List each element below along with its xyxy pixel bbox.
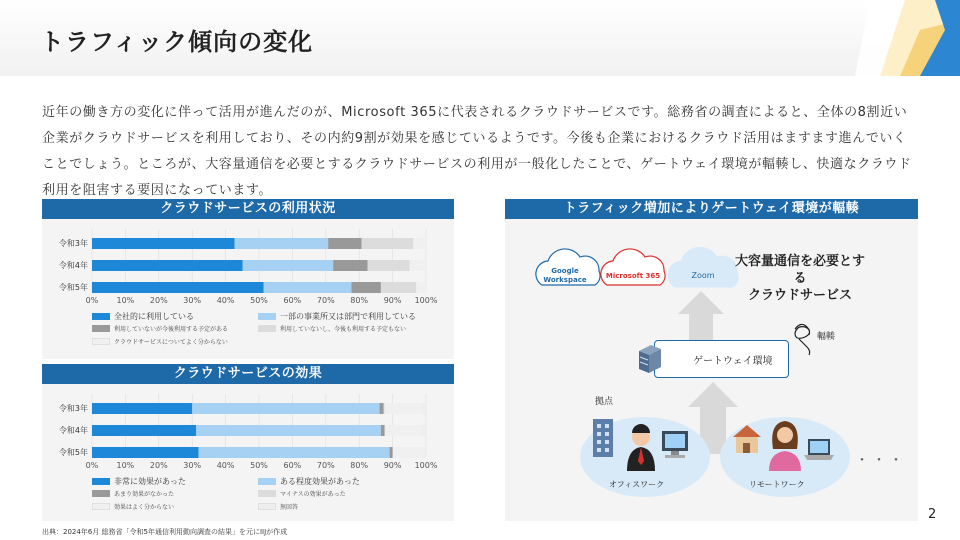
bar-segment — [92, 260, 243, 271]
intro-paragraph: 近年の働き方の変化に伴って活用が進んだのが、Microsoft 365に代表されるクラウドサービスです。総務省の調査によると、全体の8割近い企業がクラウドサービスを利用しており、その内約9割が効果を感じているようです。今後も企業におけるクラウド活用はますます進んでいくことでしょう。ところが、大容量通信を必要とするクラウドサービスの利用が一般化したことで、ゲートウェイ環境が輻輳し、快適なクラウド利用を阻害する要因になっています。 — [42, 105, 912, 198]
usage-chart-legend — [92, 311, 452, 357]
legend-label: 無回答 — [280, 504, 299, 511]
legend-item — [258, 489, 346, 498]
category-label: 令和4年 — [58, 261, 88, 270]
legend-label: 利用していないし、今後も利用する予定もない — [280, 326, 407, 333]
office-label: オフィスワーク — [609, 480, 665, 489]
x-tick-label: 20% — [149, 461, 168, 470]
bar-segment — [393, 447, 424, 458]
legend-swatch — [92, 313, 110, 320]
x-tick-label: 10% — [116, 296, 135, 305]
bar-segment — [380, 403, 384, 414]
legend-label: ある程度効果があった — [280, 477, 360, 486]
cloud-heading-line1: 大容量通信を必要とする — [735, 254, 866, 286]
header — [0, 0, 960, 76]
legend-label: クラウドサービスについてよく分からない — [114, 339, 228, 346]
legend-item — [92, 337, 228, 346]
x-tick-label: 80% — [350, 461, 369, 470]
cloud-microsoft-label: Microsoft 365 — [605, 272, 661, 280]
bar-segment — [381, 425, 385, 436]
legend-item — [258, 311, 416, 322]
x-tick-label: 20% — [149, 296, 168, 305]
bar-segment — [421, 425, 426, 436]
gateway-diagram-panel — [505, 199, 918, 521]
bar-segment — [421, 403, 426, 414]
bar-segment — [368, 260, 410, 271]
x-tick-label: 70% — [316, 296, 335, 305]
effect-chart-panel — [42, 364, 454, 521]
bar-segment — [199, 447, 390, 458]
x-tick-label: 30% — [183, 296, 202, 305]
bar-segment — [92, 447, 199, 458]
bar-segment — [328, 238, 361, 249]
x-tick-label: 50% — [250, 296, 268, 305]
legend-label: 効果はよく分からない — [114, 504, 175, 511]
legend-label: あまり効果がなかった — [114, 491, 175, 498]
bar-segment — [390, 447, 393, 458]
page-number: 2 — [928, 507, 937, 522]
x-tick-label: 10% — [116, 461, 135, 470]
bar-segment — [92, 425, 196, 436]
congestion-label: 輻輳 — [817, 332, 836, 342]
legend-swatch — [258, 503, 276, 510]
bar-segment — [243, 260, 334, 271]
legend-swatch — [92, 503, 110, 510]
x-tick-label: 30% — [183, 461, 202, 470]
legend-swatch — [258, 490, 276, 497]
cloud-zoom-label: Zoom — [691, 271, 715, 280]
bar-segment — [424, 447, 426, 458]
bar-segment — [92, 282, 264, 293]
site-label: 拠点 — [595, 397, 614, 407]
gateway-diagram-title: トラフィック増加によりゲートウェイ環境が輻輳 — [505, 199, 918, 219]
bar-segment — [196, 425, 381, 436]
legend-swatch — [92, 478, 110, 485]
category-label: 令和3年 — [58, 404, 88, 413]
page-title: トラフィック傾向の変化 — [40, 28, 314, 56]
legend-item — [258, 324, 406, 333]
x-tick-label: 50% — [250, 461, 268, 470]
server-icon — [637, 343, 663, 375]
legend-label: 非常に効果があった — [114, 477, 186, 486]
effect-chart — [42, 384, 454, 474]
cloud-heading — [735, 253, 865, 304]
legend-label: マイナスの効果があった — [280, 491, 346, 498]
bar-segment — [381, 282, 416, 293]
cloud-heading-line2: クラウドサービス — [747, 288, 852, 303]
x-tick-label: 100% — [414, 296, 438, 305]
usage-chart-title: クラウドサービスの利用状況 — [42, 199, 454, 219]
bar-segment — [413, 238, 426, 249]
x-tick-label: 0% — [85, 461, 99, 470]
gateway-box — [654, 340, 789, 378]
bar-segment — [235, 238, 329, 249]
legend-item — [92, 311, 194, 322]
x-tick-label: 0% — [85, 296, 99, 305]
usage-chart-panel — [42, 199, 454, 359]
source-note: 出典：2024年6月 総務省「令和5年通信利用動向調査の結果」を元にIIJが作成 — [42, 528, 288, 536]
legend-swatch — [258, 478, 276, 485]
effect-chart-title: クラウドサービスの効果 — [42, 364, 454, 384]
x-tick-label: 100% — [414, 461, 438, 470]
category-label: 令和5年 — [58, 283, 88, 292]
bar-segment — [192, 403, 379, 414]
legend-item — [92, 476, 186, 487]
legend-item — [258, 476, 360, 487]
legend-swatch — [258, 325, 276, 332]
bar-segment — [410, 260, 426, 271]
usage-chart — [42, 219, 454, 309]
bar-segment — [416, 282, 426, 293]
effect-chart-legend — [92, 476, 452, 522]
x-tick-label: 40% — [216, 461, 235, 470]
legend-swatch — [258, 313, 276, 320]
cloud-google-label2: Workspace — [543, 276, 587, 284]
bar-segment — [384, 403, 385, 414]
bar-segment — [92, 403, 192, 414]
legend-label: 利用していないが今後利用する予定がある — [114, 326, 229, 333]
legend-swatch — [92, 325, 110, 332]
legend-item — [92, 324, 228, 333]
bar-segment — [385, 425, 421, 436]
cloud-google-workspace — [536, 249, 600, 285]
gateway-label: ゲートウェイ環境 — [693, 356, 773, 367]
bar-segment — [362, 238, 414, 249]
x-tick-label: 90% — [383, 461, 402, 470]
cloud-google-label1: Google — [551, 267, 579, 275]
header-decoration — [760, 0, 960, 76]
x-tick-label: 80% — [350, 296, 369, 305]
legend-item — [92, 489, 174, 498]
legend-label: 全社的に利用している — [114, 312, 194, 321]
building-icon — [593, 419, 613, 457]
remote-label: リモートワーク — [749, 480, 805, 489]
legend-label: 一部の事業所又は部門で利用している — [280, 312, 416, 321]
category-label: 令和3年 — [58, 239, 88, 248]
bar-segment — [385, 403, 422, 414]
legend-item — [258, 502, 298, 511]
x-tick-label: 60% — [283, 461, 302, 470]
bar-segment — [264, 282, 352, 293]
x-tick-label: 60% — [283, 296, 302, 305]
legend-item — [92, 502, 174, 511]
more-dots: ・・・ — [855, 453, 906, 469]
legend-swatch — [92, 338, 110, 345]
bar-segment — [92, 238, 235, 249]
congestion-icon — [795, 324, 810, 355]
x-tick-label: 70% — [316, 461, 335, 470]
arrow-up-upper — [678, 291, 724, 340]
x-tick-label: 40% — [216, 296, 235, 305]
cloud-zoom — [668, 247, 738, 287]
laptop-icon — [804, 439, 834, 460]
bar-segment — [352, 282, 381, 293]
bar-segment — [333, 260, 367, 271]
x-tick-label: 90% — [383, 296, 402, 305]
category-label: 令和5年 — [58, 448, 88, 457]
category-label: 令和4年 — [58, 426, 88, 435]
cloud-microsoft-365 — [601, 249, 665, 285]
legend-swatch — [92, 490, 110, 497]
